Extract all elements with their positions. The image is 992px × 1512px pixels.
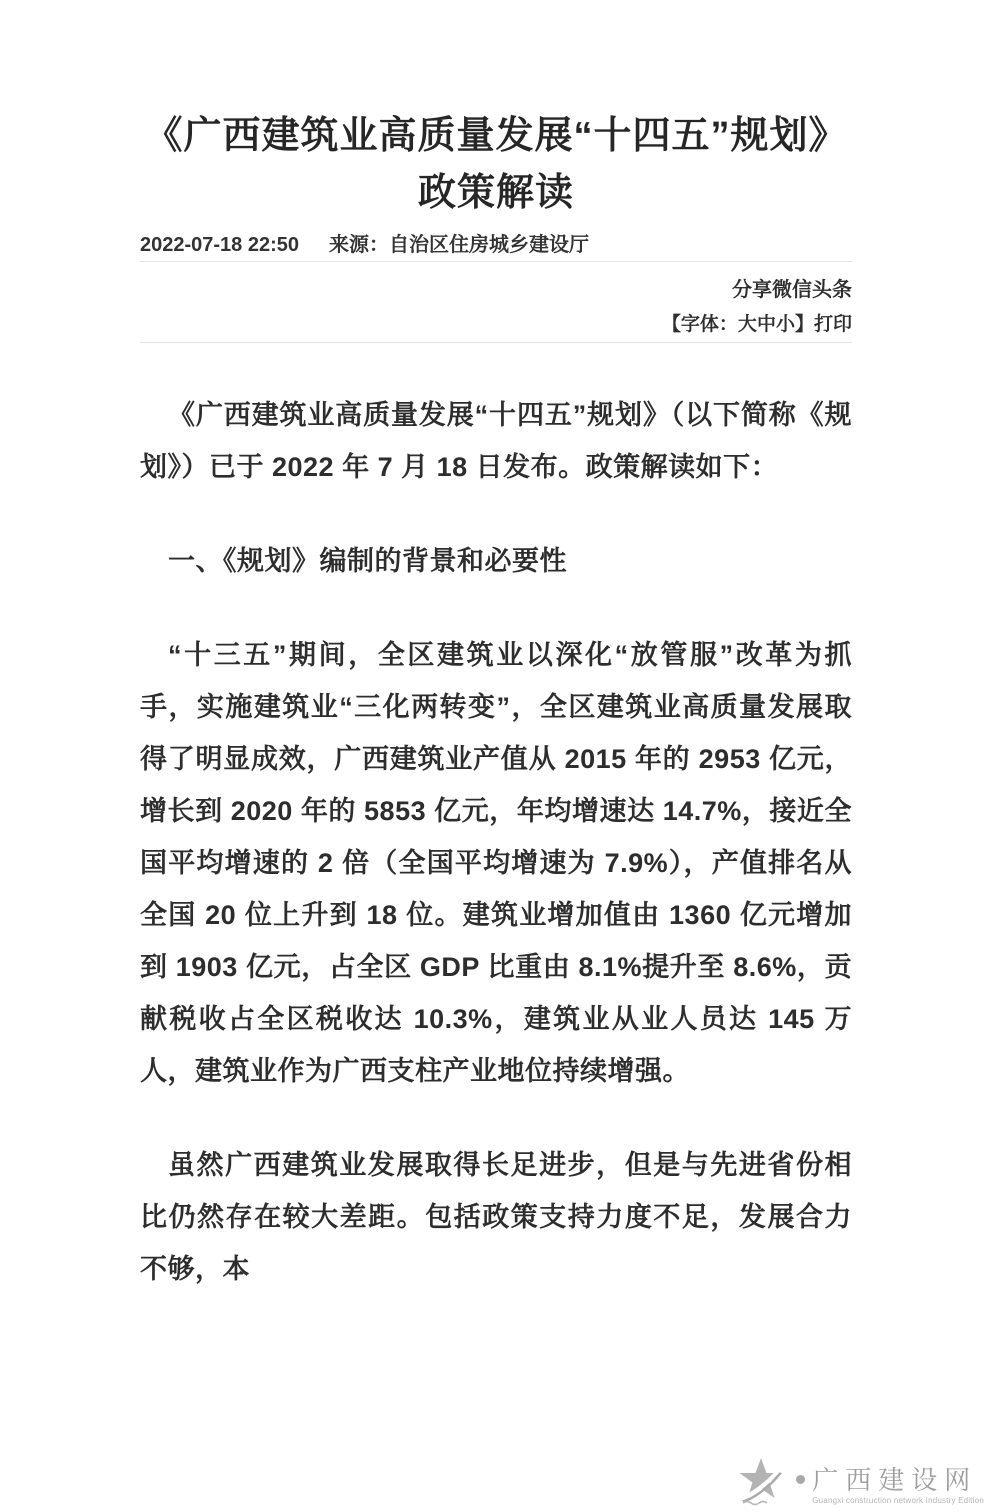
- share-row: [140, 279, 852, 301]
- article-source: 来源：自治区住房城乡建设厅: [329, 234, 590, 256]
- article-toolbar: [140, 279, 852, 336]
- print-link[interactable]: 打印: [813, 314, 852, 335]
- font-size-medium-link[interactable]: 中: [756, 314, 776, 335]
- site-name: 广西建设网: [812, 1466, 978, 1495]
- page-title: [140, 108, 852, 222]
- section-1-paragraph-achievements: “十三五”期间，全区建筑业以深化“放管服”改革为抓手，实施建筑业“三化两转变”，全区建筑业高质量发展取得了明显成效，广西建筑业产值从 2015 年的 2953 亿元，增长到 2020 年的 5853 亿元，年均增速达 14.7%，接近全国平均增速的 2 倍（全国平均增速为 7.9%），产值排名从全国 20 位上升到 18 位。建筑业增加值由 1360 亿元增加到 1903 亿元，占全区 GDP 比重由 8.1%提升至 8.6%，贡献税收占全区税收达 10.3%，建筑业从业人员达 145 万人，建筑业作为广西支柱产业地位持续增强。: [140, 640, 852, 1086]
- article-body: [140, 343, 852, 1295]
- article-intro-paragraph: 《广西建筑业高质量发展“十四五”规划》（以下简称《规划》）已于 2022 年 7 月 18 日发布。政策解读如下：: [140, 400, 852, 482]
- section-1-heading: 一、《规划》编制的背景和必要性: [168, 546, 567, 576]
- section-1-paragraph-gaps: 虽然广西建筑业发展取得长足进步，但是与先进省份相比仍然存在较大差距。包括政策支持力度不足，发展合力不够，本: [140, 1150, 852, 1284]
- share-weixin-toutiao-link[interactable]: 分享微信头条: [732, 279, 852, 301]
- header-divider-top: [140, 261, 852, 262]
- star-icon: [734, 1455, 796, 1507]
- watermark-logo: [734, 1455, 984, 1507]
- font-size-label-close: 】: [794, 314, 814, 335]
- font-print-row: [140, 314, 852, 336]
- publish-datetime: 2022-07-18 22:50: [140, 234, 300, 256]
- page-title-line-1: 《广西建筑业高质量发展“十四五”规划》: [144, 115, 848, 157]
- article-meta: [140, 232, 852, 258]
- font-size-small-link[interactable]: 小: [775, 314, 795, 335]
- site-subtitle: Guangxi construction network Industry Edition: [812, 1496, 984, 1505]
- font-size-large-link[interactable]: 大: [737, 314, 757, 335]
- font-size-label-open: 【字体：: [661, 314, 738, 335]
- logo-dot-icon: [796, 1475, 805, 1484]
- document-page: [140, 108, 852, 1295]
- page-title-line-2: 政策解读: [417, 172, 574, 214]
- watermark-text: [812, 1455, 984, 1506]
